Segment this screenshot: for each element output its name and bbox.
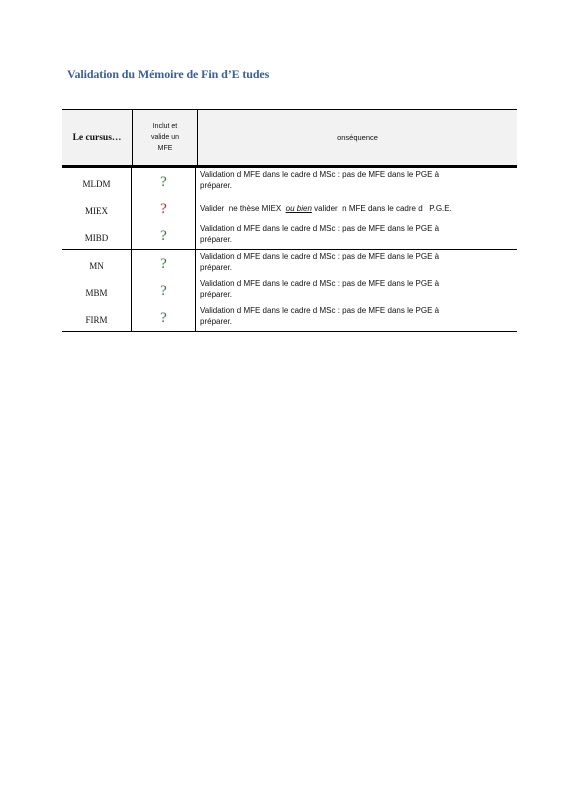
consequence-post: valider n MFE dans le cadre d P.G.E. — [311, 204, 452, 213]
question-mark-icon: ? — [132, 195, 196, 222]
table-row — [62, 277, 517, 304]
consequence-line1: Validation d MFE dans le cadre d MSc : pas de MFE dans le PGE à — [200, 170, 440, 179]
consequence-line2: préparer. — [200, 290, 233, 299]
consequence-cell — [196, 168, 517, 195]
consequence-emphasis: ou bien — [285, 204, 312, 213]
question-mark-icon: ? — [132, 250, 196, 277]
consequence-cell — [196, 250, 517, 277]
table-header — [62, 109, 517, 168]
header-mfe — [133, 110, 198, 165]
question-mark-icon: ? — [132, 277, 196, 304]
table-row — [62, 222, 517, 249]
cursus-table — [62, 109, 517, 332]
consequence-line2: préparer. — [200, 263, 233, 272]
consequence-cell — [196, 304, 517, 331]
page-title: Validation du Mémoire de Fin d’E tudes — [67, 67, 270, 81]
table-row — [62, 195, 517, 222]
consequence-line1: Validation d MFE dans le cadre d MSc : pas de MFE dans le PGE à — [200, 224, 440, 233]
cursus-cell: MIEX — [62, 195, 132, 222]
cursus-cell: MBM — [62, 277, 132, 304]
header-mfe-line3: MFE — [157, 145, 173, 152]
consequence-cell — [196, 277, 517, 304]
question-mark-icon: ? — [132, 304, 196, 331]
header-mfe-line2: valide un — [150, 134, 180, 141]
consequence-line1: Validation d MFE dans le cadre d MSc : pas de MFE dans le PGE à — [200, 252, 440, 261]
cursus-cell: MIBD — [62, 222, 132, 249]
header-mfe-line1: Inclut et — [152, 123, 178, 130]
cursus-cell: MN — [62, 250, 132, 277]
table-row — [62, 304, 517, 332]
question-mark-icon: ? — [132, 168, 196, 195]
consequence-pre: Valider ne thèse MIEX — [200, 204, 286, 213]
header-consequence: onséquence — [337, 133, 378, 142]
consequence-line1: Validation d MFE dans le cadre d MSc : pas de MFE dans le PGE à — [200, 306, 440, 315]
consequence-line2: préparer. — [200, 181, 233, 190]
table-row — [62, 249, 517, 277]
table-row — [62, 168, 517, 195]
question-mark-icon: ? — [132, 222, 196, 249]
cursus-cell: FIRM — [62, 304, 132, 331]
cursus-cell: MLDM — [62, 168, 132, 195]
consequence-line1: Validation d MFE dans le cadre d MSc : pas de MFE dans le PGE à — [200, 279, 440, 288]
consequence-line2: préparer. — [200, 317, 233, 326]
consequence-line2: préparer. — [200, 235, 233, 244]
header-cursus: Le cursus… — [62, 110, 133, 165]
consequence-cell — [196, 222, 517, 249]
consequence-cell — [196, 195, 517, 222]
